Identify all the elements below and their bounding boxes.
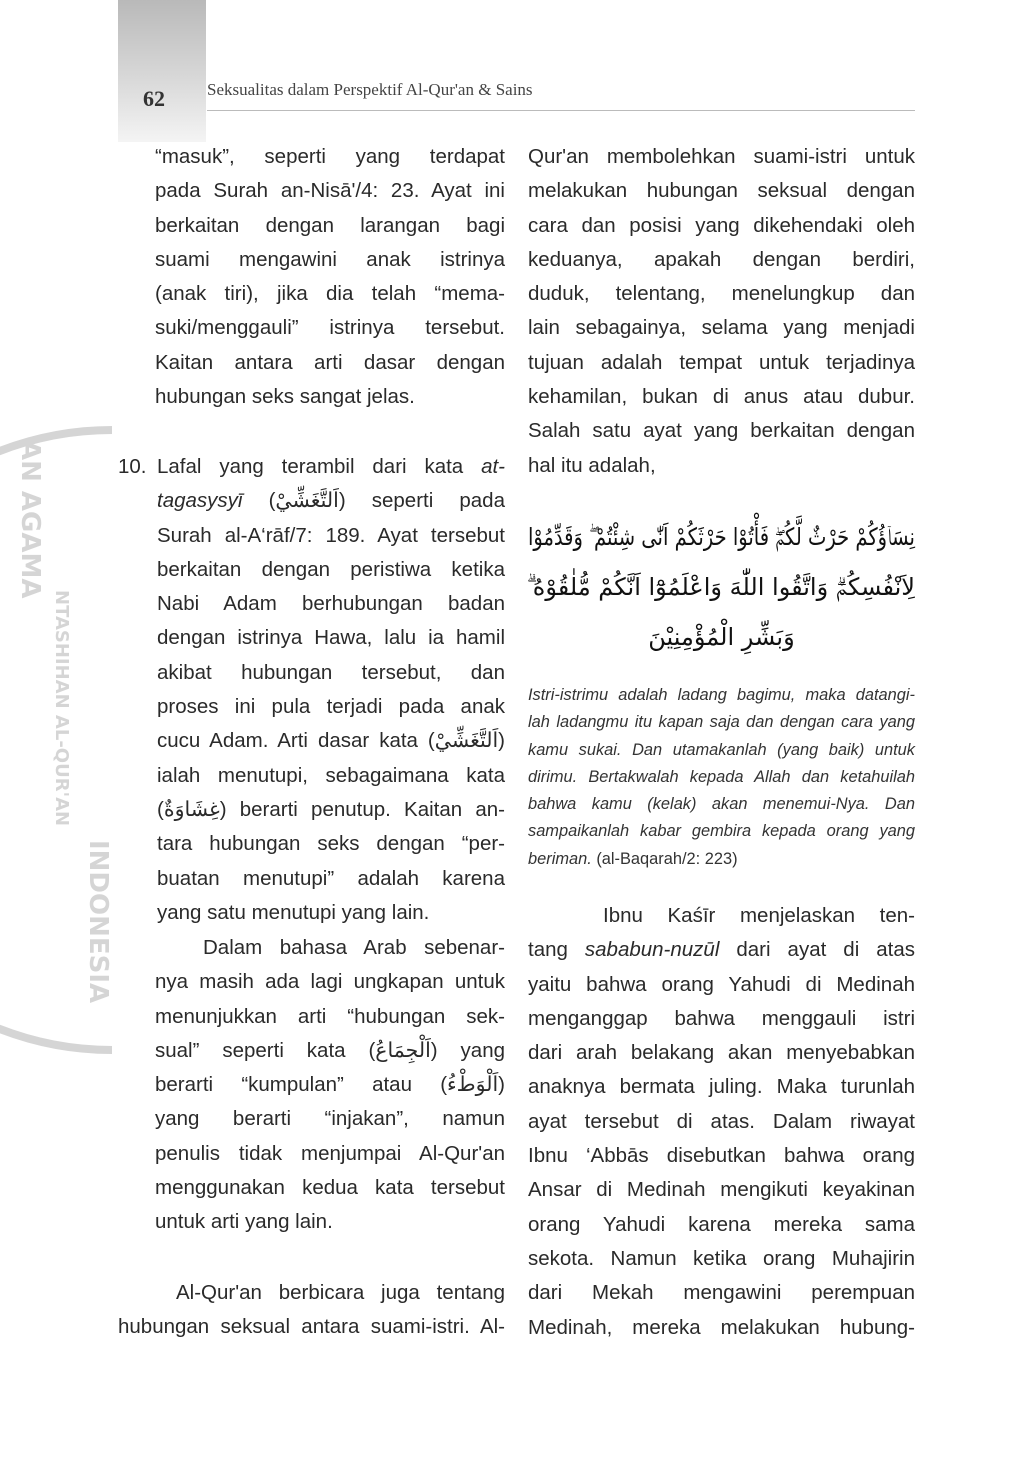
stamp-watermark [0, 420, 114, 1060]
text-line: Qur'an membolehkan suami-istri untuk [528, 145, 915, 168]
text-line: hubungan seksual antara suami-istri. Al- [118, 1315, 505, 1339]
text-line [157, 450, 505, 484]
text-line: (anak tiri), jika dia telah “mema- [155, 282, 505, 306]
text-line: dari arah belakang akan menyebabkan [528, 1041, 915, 1065]
text-line: Al-Qur'an berbicara juga tentang [176, 1281, 505, 1304]
italic-term: tagasysyī [157, 489, 243, 513]
text-line: suki/menggauli” istrinya tersebut. [155, 316, 505, 340]
text-segment: (al-Baqarah/2: 223) [596, 849, 738, 868]
text-segment: Lafal yang terambil dari kata [157, 455, 482, 478]
text-line: berkaitan dengan peristiwa ketika [157, 557, 505, 581]
text-line: penulis tidak menjumpai Al-Qur'an [155, 1141, 505, 1165]
right-paragraph-2 [528, 899, 915, 1345]
page-number: 62 [143, 86, 165, 111]
text-line: sekota. Namun ketika orang Muhajirin [528, 1246, 915, 1270]
text-line: yaitu bahwa orang Yahudi di Medinah [528, 972, 915, 996]
line-content: نِسَاۤؤُكُمْ حَرْثٌ لَّكُمْۖ فَأْتُوْا حَرْثَكُمْ اَنّٰى شِئْتُمْ ۖ وَقَدِّمُوْا [528, 523, 915, 551]
left-paragraph-3 [118, 1276, 505, 1345]
italic-term: at- [481, 455, 505, 478]
text-line: yang satu menutupi yang lain. [157, 900, 430, 924]
text-line: ayat tersebut di atas. Dalam riwayat [528, 1109, 915, 1133]
text-line: hubungan seks sangat jelas. [155, 385, 415, 409]
text-line: Istri-istrimu adalah ladang bagimu, maka datangi- [528, 686, 915, 704]
text-line: buatan menutupi” adalah karena [157, 866, 505, 890]
text-segment: tang [528, 938, 585, 962]
watermark-bottom-text: INDONESIA [83, 840, 113, 1004]
text-line [528, 846, 915, 873]
text-line: tara hubungan seks dengan “per- [157, 832, 505, 856]
text-line: (غِشَاوَةٌ) berarti penutup. Kaitan an- [157, 797, 505, 821]
italic-term: sababun-nuzūl [584, 938, 720, 962]
text-line: dirimu. Bertakwalah kepada Allah dan ketahuilah [528, 767, 915, 786]
text-line: orang Yahudi karena mereka sama [528, 1212, 915, 1236]
text-line: Salah satu ayat yang berkaitan dengan [528, 419, 915, 443]
text-line [528, 512, 915, 562]
text-line: lah ladangmu itu kapan saja dan dengan cara yang [528, 713, 915, 732]
text-line: Ibnu Kaśīr menjelaskan ten- [603, 904, 915, 927]
text-line: dengan istrinya Hawa, lalu ia hamil [157, 626, 505, 650]
text-line: anaknya bermata juling. Maka turunlah [528, 1075, 915, 1099]
page-tab-shade [118, 0, 206, 142]
quran-verse [528, 512, 915, 662]
right-paragraph-1 [528, 140, 915, 483]
text-line: berkaitan dengan larangan bagi [155, 213, 505, 237]
text-line: duduk, telentang, menelungkup dan [528, 282, 915, 306]
text-line: Medinah, mereka melakukan hubung- [528, 1315, 915, 1339]
text-line: lain sebagainya, selama yang menjadi [528, 316, 915, 340]
text-line [528, 933, 915, 967]
text-line: dari Mekah mengawini perempuan [528, 1281, 915, 1305]
text-line: cucu Adam. Arti dasar kata (اَلتَّغَشِّيْ) [157, 729, 505, 753]
text-line: suami mengawini anak istrinya [155, 247, 505, 271]
watermark-top-text: AN AGAMA [15, 440, 45, 599]
text-line: Ibnu ‘Abbās disebutkan bahwa orang [528, 1144, 915, 1168]
text-line: pada Surah an-Nisā'/4: 23. Ayat ini [155, 179, 505, 203]
text-line: Surah al-A‘rāf/7: 189. Ayat tersebut [157, 523, 505, 547]
text-line: Nabi Adam berhubungan badan [157, 592, 505, 616]
text-segment: (اَلتَّغَشِّيْ) seperti pada [242, 489, 505, 513]
text-line: kamu sukai. Dan utamakanlah (yang baik) untuk [528, 740, 915, 759]
watermark-mid-text: NTASHIHAN AL-QUR'AN [51, 590, 72, 827]
text-line: sual” seperti kata (اَلْجِمَاعُ) yang [155, 1038, 505, 1062]
verse-translation [528, 682, 915, 873]
text-segment: dari ayat di atas [719, 938, 915, 962]
text-line: keduanya, apakah dengan berdiri, [528, 247, 915, 271]
text-line: cara dan posisi yang dikehendaki oleh [528, 213, 915, 237]
text-line: proses ini pula terjadi pada anak [157, 695, 505, 719]
text-line: akibat hubungan tersebut, dan [157, 660, 505, 684]
text-line: bahwa kamu (kelak) akan menemui-Nya. Dan [528, 795, 915, 814]
left-paragraph-1 [155, 140, 505, 414]
text-line: ialah menutupi, sebagaimana kata [157, 763, 505, 787]
header-rule [207, 110, 915, 111]
text-line: nya masih ada lagi ungkapan untuk [155, 970, 505, 994]
text-line: tujuan adalah tempat untuk terjadinya [528, 350, 915, 374]
text-line: kehamilan, bukan di anus atau dubur. [528, 385, 915, 409]
text-line: melakukan hubungan seksual dengan [528, 179, 915, 203]
text-line: berarti “kumpulan” atau (اَلْوَطْءُ) [155, 1073, 505, 1097]
text-line: yang berarti “injakan”, namun [155, 1107, 505, 1131]
text-line: sampaikanlah kabar gembira kepada orang yang [528, 822, 915, 841]
text-line: menganggap bahwa menggauli istri [528, 1006, 915, 1030]
text-line: “masuk”, seperti yang terdapat [155, 145, 505, 168]
text-line: hal itu adalah, [528, 453, 656, 477]
text-line: menunjukkan arti “hubungan sek- [155, 1004, 505, 1028]
running-title: Seksualitas dalam Perspektif Al-Qur'an & Sains [207, 80, 533, 99]
text-line: وَبَشِّرِ الْمُؤْمِنِيْنَ [648, 623, 795, 651]
text-line: Dalam bahasa Arab sebenar- [203, 936, 505, 959]
left-paragraph-2 [155, 931, 505, 1240]
list-number-10: 10. [118, 455, 147, 478]
text-line: Kaitan antara arti dasar dengan [155, 350, 505, 374]
text-line: لِاَنْفُسِكُمْۗ وَاتَّقُوا اللّٰهَ وَاعْلَمُوْٓا اَنَّكُمْ مُّلٰقُوْهُ ۗ [526, 573, 915, 601]
text-line: untuk arti yang lain. [155, 1210, 333, 1234]
text-line: Ansar di Medinah mengikuti keyakinan [528, 1178, 915, 1202]
text-line: menggunakan kedua kata tersebut [155, 1176, 505, 1200]
text-segment: beriman. [528, 849, 597, 868]
